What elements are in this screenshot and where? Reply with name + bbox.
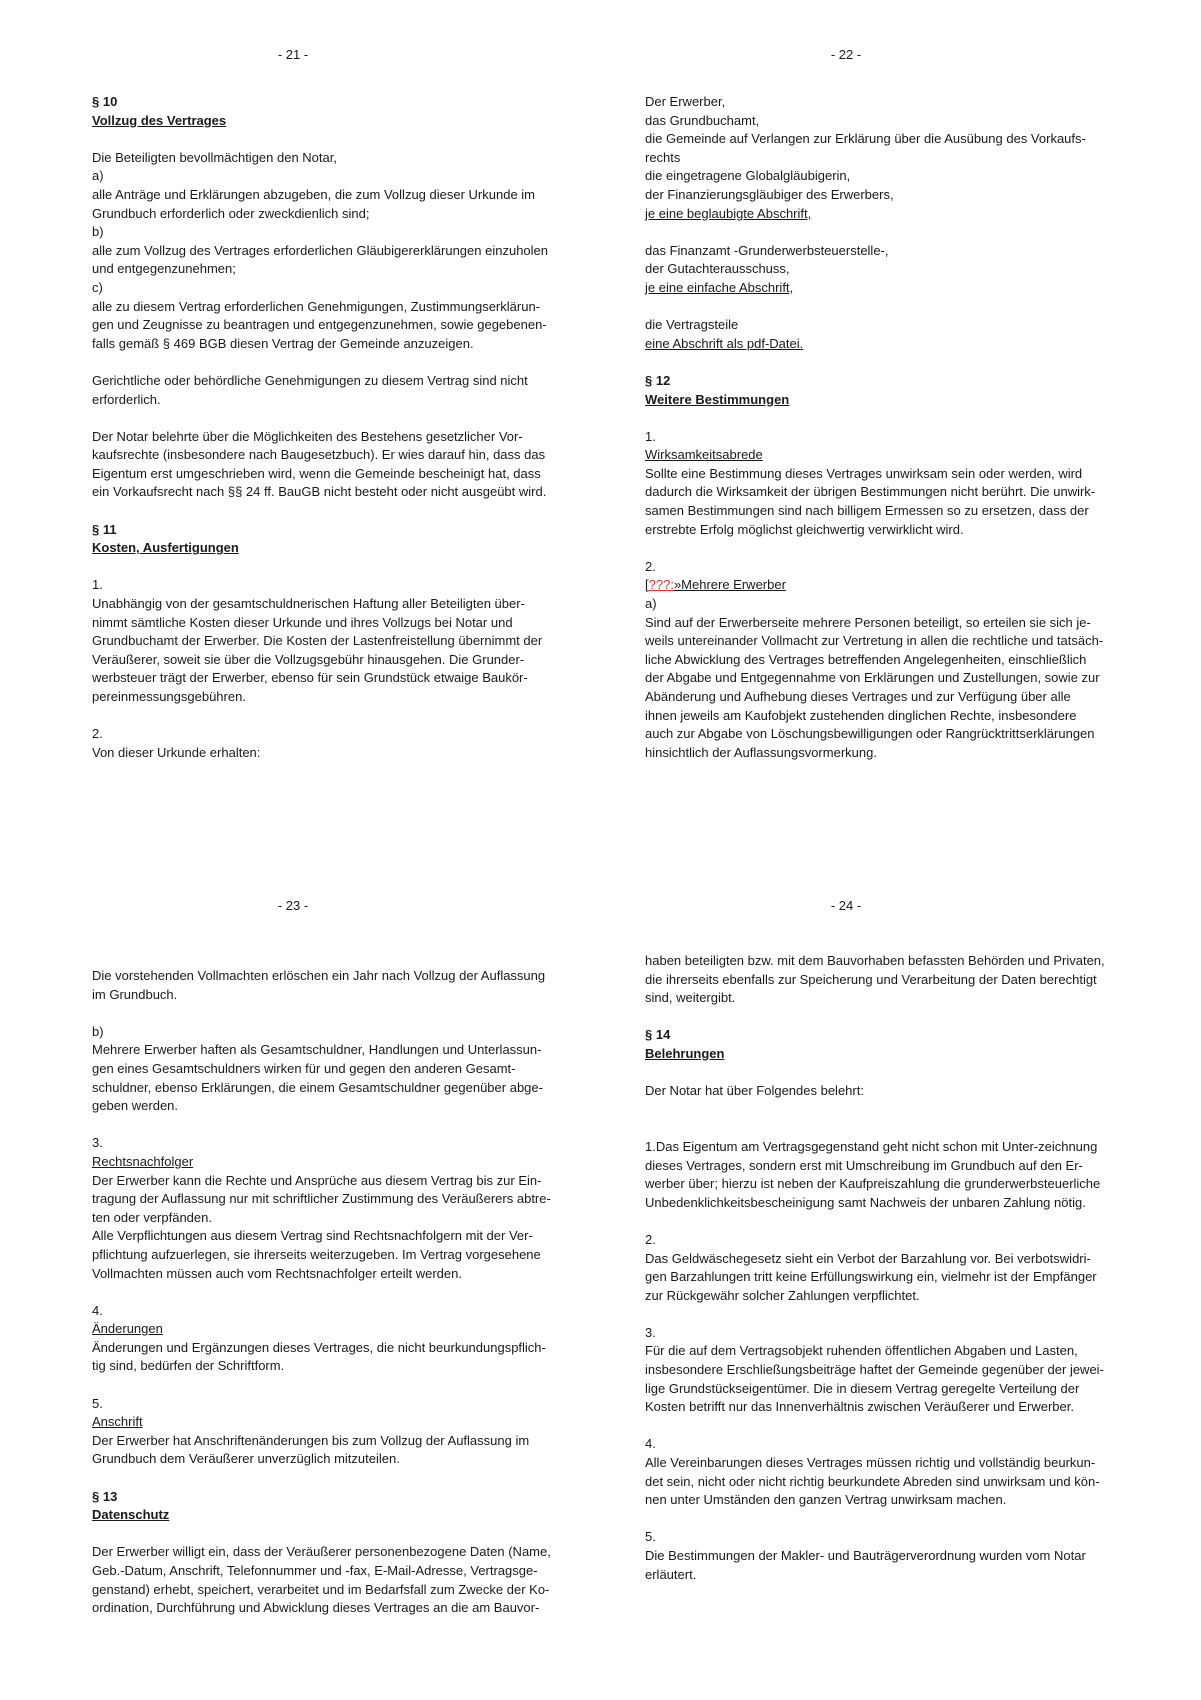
page-number: - 23 - bbox=[277, 898, 309, 913]
section-title: Belehrungen bbox=[645, 1045, 725, 1061]
blank-line bbox=[645, 1101, 1047, 1120]
text-line: schuldner, ebenso Erklärungen, die einem Gesamtschuldner gegenüber abge- bbox=[92, 1079, 543, 1095]
text-line: 2. bbox=[645, 558, 656, 574]
text-line: insbesondere Erschließungsbeiträge haftet der Gemeinde gegenüber der jewei- bbox=[645, 1362, 1104, 1378]
subheading-underlined: Rechtsnachfolger bbox=[92, 1153, 194, 1169]
text-line: das Finanzamt -Grunderwerbsteuerstelle-, bbox=[645, 242, 889, 258]
text-line: 1. bbox=[645, 428, 656, 444]
text-line: samen Bestimmungen sind nach billigem Ermessen so zu ersetzen, dass der bbox=[645, 503, 1089, 519]
text-line: Grundbuch erforderlich oder zweckdienlich sind; bbox=[92, 205, 370, 221]
text-line: Die vorstehenden Vollmachten erlöschen ein Jahr nach Vollzug der Auflassung bbox=[92, 968, 546, 983]
section-title: Kosten, Ausfertigungen bbox=[92, 540, 239, 556]
text-line: genstand) erhebt, speichert, verarbeitet und im Bedarfsfall zum Zwecke der Ko- bbox=[92, 1581, 550, 1597]
blank-line bbox=[645, 1064, 1047, 1083]
blank-line bbox=[92, 1469, 494, 1488]
text-line: erforderlich. bbox=[92, 391, 161, 407]
text-line: Eigentum erst umgeschrieben wird, wenn die Gemeinde bescheinigt hat, dass bbox=[92, 465, 541, 481]
text-line: b) bbox=[92, 1023, 104, 1039]
blank-line bbox=[92, 558, 494, 577]
blank-line bbox=[645, 298, 1047, 317]
text-line: pflichtung aufzuerlegen, sie ihrerseits weiterzugeben. Im Vertrag vorgesehene bbox=[92, 1246, 541, 1262]
text-line: der Finanzierungsgläubiger des Erwerbers, bbox=[645, 186, 894, 202]
blank-line bbox=[645, 1119, 1047, 1138]
page-content bbox=[645, 93, 1104, 762]
page-number: - 22 - bbox=[830, 47, 862, 62]
blank-line bbox=[92, 409, 494, 428]
text-line: tragung der Auflassung nur mit schriftlicher Zustimmung des Veräußerers abtre- bbox=[92, 1191, 551, 1207]
section-number: § 13 bbox=[92, 1488, 118, 1504]
text-line: Abänderung und Aufhebung dieses Vertrages und zur Verfügung über alle bbox=[645, 689, 1071, 704]
text-line: Geb.-Datum, Anschrift, Telefonnummer und -fax, E-Mail-Adresse, Vertragsge- bbox=[92, 1563, 538, 1578]
blank-line bbox=[92, 1116, 494, 1135]
blank-line bbox=[92, 1283, 494, 1302]
text-line: alle Anträge und Erklärungen abzugeben, die zum Vollzug dieser Urkunde im bbox=[92, 186, 535, 202]
text-line: falls gemäß § 469 BGB diesen Vertrag der Gemeinde anzuzeigen. bbox=[92, 335, 474, 351]
subheading-underlined: Änderungen bbox=[92, 1321, 163, 1337]
section-number: § 10 bbox=[92, 94, 118, 109]
text-line: und entgegenzunehmen; bbox=[92, 261, 236, 277]
page-number: - 24 - bbox=[830, 898, 862, 913]
text-line: weils untereinander Vollmacht zur Vertretung in allen die rechtliche und tatsäch- bbox=[645, 633, 1104, 649]
text-line: alle zum Vollzug des Vertrages erforderlichen Gläubigererklärungen einzuholen bbox=[92, 242, 548, 258]
text-line: die Vertragsteile bbox=[645, 317, 739, 333]
text-line: Alle Vereinbarungen dieses Vertrages müssen richtig und vollständig beurkun- bbox=[645, 1455, 1096, 1471]
blank-line bbox=[92, 1376, 494, 1395]
blank-line bbox=[645, 1212, 1047, 1231]
text-line: dadurch die Wirksamkeit der übrigen Bestimmungen nicht berührt. Die unwirk- bbox=[645, 484, 1096, 500]
text-line: rechts bbox=[645, 149, 681, 165]
text-line: Änderungen und Ergänzungen dieses Vertrages, die nicht beurkundungspflich- bbox=[92, 1339, 546, 1355]
text-line: dieses Vertrages, sondern erst mit Umschreibung im Grundbuch auf den Er- bbox=[645, 1157, 1083, 1173]
section-title: Datenschutz bbox=[92, 1507, 170, 1523]
text-line: Sollte eine Bestimmung dieses Vertrages unwirksam sein oder werden, wird bbox=[645, 465, 1083, 481]
blank-line bbox=[92, 353, 494, 372]
subheading-underlined: je eine einfache Abschrift, bbox=[645, 279, 794, 295]
blank-line bbox=[645, 409, 1047, 428]
subheading-underlined: Wirksamkeitsabrede bbox=[645, 447, 763, 463]
text-line: 2. bbox=[92, 726, 103, 742]
text-line: nen unter Umständen den ganzen Vertrag unwirksam machen. bbox=[645, 1492, 1007, 1508]
text-line: erläutert. bbox=[645, 1566, 697, 1582]
text-line: werber über; hierzu ist neben der Kaufpreiszahlung die grunderwerbsteuerliche bbox=[645, 1176, 1101, 1192]
section-number: § 11 bbox=[92, 521, 117, 537]
page-number: - 21 - bbox=[277, 47, 309, 62]
text-line: auch zur Abgabe von Löschungsbewilligungen oder Rangrücktrittserklärungen bbox=[645, 726, 1095, 742]
blank-line bbox=[645, 539, 1047, 558]
text-line: Der Erwerber hat Anschriftenänderungen bis zum Vollzug der Auflassung im bbox=[92, 1432, 530, 1448]
text-line: die eingetragene Globalgläubigerin, bbox=[645, 168, 851, 184]
text-line: pereinmessungsgebühren. bbox=[92, 689, 246, 704]
text-segment: »Mehrere Erwerber bbox=[673, 577, 786, 593]
text-line: liche Abwicklung des Vertrages betreffenden Angelegenheiten, einschließlich bbox=[645, 651, 1087, 667]
text-line: Die Beteiligten bevollmächtigen den Notar, bbox=[92, 149, 337, 165]
text-line: Der Erwerber willigt ein, dass der Veräußerer personenbezogene Daten (Name, bbox=[92, 1544, 551, 1560]
text-line: 1.Das Eigentum am Vertragsgegenstand geht nicht schon mit Unter-zeichnung bbox=[645, 1138, 1098, 1154]
text-line: Vollmachten müssen auch vom Rechtsnachfolger erteilt werden. bbox=[92, 1265, 462, 1281]
text-line: kaufsrechte (insbesondere nach Baugesetzbuch). Er wies darauf hin, dass das bbox=[92, 447, 546, 463]
text-line: Grundbuch dem Veräußerer unverzüglich mitzuteilen. bbox=[92, 1451, 400, 1467]
text-line: im Grundbuch. bbox=[92, 986, 178, 1002]
text-line: a) bbox=[92, 168, 104, 184]
text-line: 4. bbox=[92, 1302, 103, 1318]
blank-line bbox=[92, 707, 494, 726]
text-line: ten oder verpfänden. bbox=[92, 1209, 212, 1225]
text-line: b) bbox=[92, 224, 104, 240]
text-line: Grundbuchamt der Erwerber. Die Kosten der Lastenfreistellung übernimmt der bbox=[92, 633, 543, 649]
text-line: Der Notar hat über Folgendes belehrt: bbox=[645, 1083, 864, 1099]
text-segment: [ bbox=[645, 577, 649, 593]
text-line: hinsichtlich der Auflassungsvormerkung. bbox=[645, 744, 877, 760]
placeholder-marker: ???: bbox=[648, 577, 674, 593]
section-title: Weitere Bestimmungen bbox=[645, 391, 790, 407]
blank-line bbox=[92, 1004, 494, 1023]
text-line: Veräußerer, soweit sie über die Vollzugsgebühr hinausgehen. Die Grunder- bbox=[92, 651, 525, 667]
text-line: 5. bbox=[92, 1395, 103, 1411]
text-line: haben beteiligten bzw. mit dem Bauvorhaben befassten Behörden und Privaten, bbox=[645, 953, 1105, 968]
section-number: § 12 bbox=[645, 372, 671, 388]
text-line: 1. bbox=[92, 577, 103, 593]
text-line: Gerichtliche oder behördliche Genehmigungen zu diesem Vertrag sind nicht bbox=[92, 372, 528, 388]
text-line: Der Notar belehrte über die Möglichkeiten des Bestehens gesetzlicher Vor- bbox=[92, 428, 523, 444]
text-line: 4. bbox=[645, 1436, 656, 1452]
text-line: zur Rückgewähr solcher Zahlungen verpflichtet. bbox=[645, 1287, 920, 1303]
text-line: Die Bestimmungen der Makler- und Bauträgerverordnung wurden vom Notar bbox=[645, 1548, 1086, 1563]
blank-line bbox=[645, 223, 1047, 242]
text-line: alle zu diesem Vertrag erforderlichen Genehmigungen, Zustimmungserklärun- bbox=[92, 298, 540, 314]
text-line: Das Geldwäschegesetz sieht ein Verbot der Barzahlung vor. Bei verbotswidri- bbox=[645, 1250, 1091, 1266]
text-line: Unabhängig von der gesamtschuldnerischen Haftung aller Beteiligten über- bbox=[92, 596, 525, 612]
text-line: 2. bbox=[645, 1231, 656, 1247]
blank-line bbox=[645, 1008, 1047, 1027]
text-line: werbsteuer trägt der Erwerber, ebenso für sein Grundstück etwaige Baukör- bbox=[92, 670, 528, 686]
blank-line bbox=[645, 353, 1047, 372]
blank-line bbox=[92, 130, 494, 149]
blank-line bbox=[645, 1305, 1047, 1324]
text-line: der Abgabe und Entgegennahme von Erklärungen und Zustellungen, sowie zur bbox=[645, 670, 1100, 686]
text-line: Der Erwerber kann die Rechte und Ansprüche aus diesem Vertrag bis zur Ein- bbox=[92, 1172, 542, 1188]
placeholder-line bbox=[645, 576, 1047, 595]
blank-line bbox=[645, 1417, 1047, 1436]
subheading-underlined: Anschrift bbox=[92, 1414, 143, 1430]
text-line: c) bbox=[92, 279, 103, 295]
page-content bbox=[92, 93, 548, 762]
text-line: 3. bbox=[645, 1324, 656, 1340]
text-line: 5. bbox=[645, 1529, 656, 1545]
blank-line bbox=[92, 502, 494, 521]
text-line: Von dieser Urkunde erhalten: bbox=[92, 744, 261, 760]
section-number: § 14 bbox=[645, 1027, 671, 1043]
text-line: nimmt sämtliche Kosten dieser Urkunde und ihres Vollzugs bei Notar und bbox=[92, 614, 513, 630]
text-line: ein Vorkaufsrecht nach §§ 24 ff. BauGB nicht besteht oder nicht ausgeübt wird. bbox=[92, 484, 547, 500]
page-content bbox=[92, 967, 551, 1618]
blank-line bbox=[645, 1510, 1047, 1529]
text-line: das Grundbuchamt, bbox=[645, 112, 760, 128]
text-line: det sein, nicht oder nicht richtig beurkundete Abreden sind unwirksam und kön- bbox=[645, 1473, 1100, 1489]
text-line: der Gutachterausschuss, bbox=[645, 261, 790, 277]
text-line: Mehrere Erwerber haften als Gesamtschuldner, Handlungen und Unterlassun- bbox=[92, 1042, 542, 1058]
text-line: ordination, Durchführung und Abwicklung dieses Vertrages an die am Bauvor- bbox=[92, 1600, 540, 1616]
text-line: 3. bbox=[92, 1135, 103, 1151]
text-line: gen und Zeugnisse zu beantragen und entgegenzunehmen, sowie gegebenen- bbox=[92, 317, 547, 333]
text-line: tig sind, bedürfen der Schriftform. bbox=[92, 1358, 285, 1374]
text-line: die ihrerseits ebenfalls zur Speicherung und Verarbeitung der Daten berechtigt bbox=[645, 971, 1097, 987]
subheading-underlined: eine Abschrift als pdf-Datei. bbox=[645, 335, 804, 351]
text-line: Alle Verpflichtungen aus diesem Vertrag sind Rechtsnachfolgern mit der Ver- bbox=[92, 1228, 533, 1244]
text-line: Der Erwerber, bbox=[645, 94, 726, 109]
text-line: lige Grundstückseigentümer. Die in diesem Vertrag geregelte Verteilung der bbox=[645, 1380, 1080, 1396]
text-line: ihnen jeweils am Kaufobjekt zustehenden dinglichen Rechte, insbesondere bbox=[645, 707, 1077, 723]
text-line: Für die auf dem Vertragsobjekt ruhenden öffentlichen Abgaben und Lasten, bbox=[645, 1343, 1078, 1359]
text-line: Unbedenklichkeitsbescheinigung samt Nachweis der unbaren Zahlung nötig. bbox=[645, 1194, 1086, 1210]
blank-line bbox=[92, 1525, 494, 1544]
text-line: gen eines Gesamtschuldners wirken für und gegen den anderen Gesamt- bbox=[92, 1060, 516, 1076]
text-line: erstrebte Erfolg möglichst gleichwertig verwirklicht wird. bbox=[645, 521, 964, 537]
text-line: Kosten betrifft nur das Innenverhältnis zwischen Veräußerer und Erwerber. bbox=[645, 1399, 1074, 1415]
subheading-underlined: je eine beglaubigte Abschrift, bbox=[645, 205, 812, 221]
page-content bbox=[645, 952, 1105, 1584]
text-line: sind, weitergibt. bbox=[645, 990, 736, 1006]
text-line: Sind auf der Erwerberseite mehrere Personen beteiligt, so erteilen sie sich je- bbox=[645, 614, 1091, 630]
text-line: gen Barzahlungen tritt keine Erfüllungswirkung ein, vielmehr ist der Empfänger bbox=[645, 1269, 1097, 1285]
text-line: die Gemeinde auf Verlangen zur Erklärung über die Ausübung des Vorkaufs- bbox=[645, 131, 1086, 147]
section-title: Vollzug des Vertrages bbox=[92, 112, 227, 128]
text-line: geben werden. bbox=[92, 1098, 179, 1114]
text-line: a) bbox=[645, 596, 657, 612]
